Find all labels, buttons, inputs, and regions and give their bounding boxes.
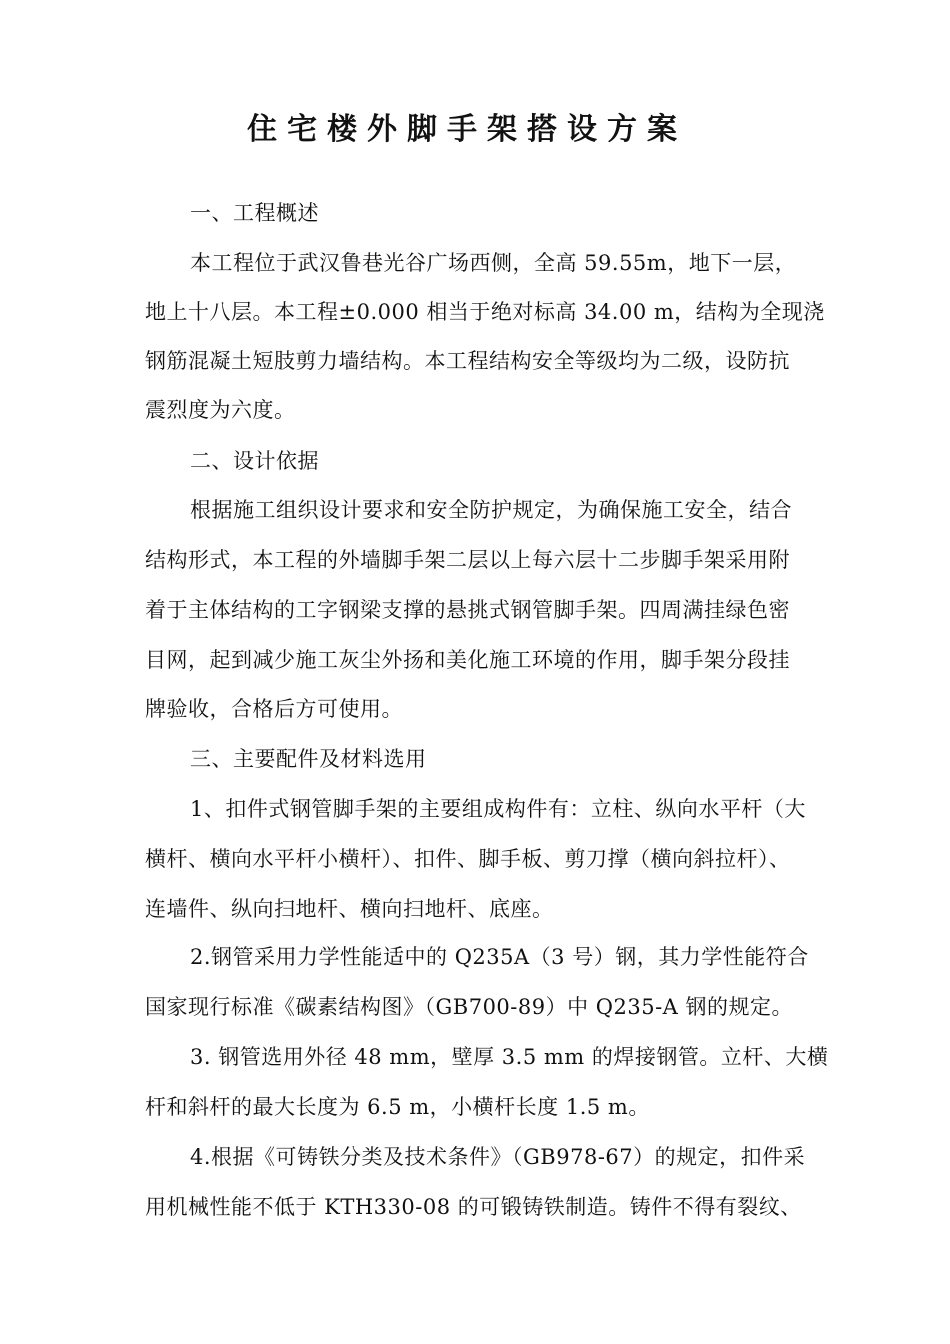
paragraph-line: 1、扣件式钢管脚手架的主要组成构件有：立柱、纵向水平杆（大 bbox=[190, 797, 806, 821]
paragraph-line: 2.钢管采用力学性能适中的 Q235A（3 号）钢，其力学性能符合 bbox=[190, 945, 809, 969]
paragraph-line: 结构形式，本工程的外墙脚手架二层以上每六层十二步脚手架采用附 bbox=[145, 548, 790, 572]
paragraph-line: 4.根据《可铸铁分类及技术条件》（GB978-67）的规定，扣件采 bbox=[190, 1145, 806, 1169]
section-heading-materials: 三、主要配件及材料选用 bbox=[190, 747, 427, 771]
section-heading-overview: 一、工程概述 bbox=[190, 201, 319, 225]
paragraph-line: 连墙件、纵向扫地杆、横向扫地杆、底座。 bbox=[145, 897, 554, 921]
paragraph-line: 震烈度为六度。 bbox=[145, 398, 296, 422]
paragraph-line: 着于主体结构的工字钢梁支撑的悬挑式钢管脚手架。四周满挂绿色密 bbox=[145, 598, 790, 622]
paragraph-line: 钢筋混凝土短肢剪力墙结构。本工程结构安全等级均为二级，设防抗 bbox=[145, 349, 790, 373]
paragraph-line: 3. 钢管选用外径 48 mm，壁厚 3.5 mm 的焊接钢管。立杆、大横 bbox=[190, 1045, 829, 1069]
section-heading-design-basis: 二、设计依据 bbox=[190, 449, 319, 473]
paragraph-line: 杆和斜杆的最大长度为 6.5 m，小横杆长度 1.5 m。 bbox=[145, 1095, 650, 1119]
document-title: 住宅楼外脚手架搭设方案 bbox=[247, 112, 687, 147]
paragraph-line: 本工程位于武汉鲁巷光谷广场西侧，全高 59.55m，地下一层， bbox=[190, 251, 797, 275]
paragraph-line: 用机械性能不低于 KTH330-08 的可锻铸铁制造。铸件不得有裂纹、 bbox=[145, 1195, 802, 1219]
paragraph-line: 根据施工组织设计要求和安全防护规定，为确保施工安全，结合 bbox=[190, 498, 792, 522]
paragraph-line: 国家现行标准《碳素结构图》（GB700-89）中 Q235-A 钢的规定。 bbox=[145, 995, 794, 1019]
paragraph-line: 目网，起到减少施工灰尘外扬和美化施工环境的作用，脚手架分段挂 bbox=[145, 648, 790, 672]
paragraph-line: 地上十八层。本工程±0.000 相当于绝对标高 34.00 m，结构为全现浇 bbox=[145, 300, 825, 324]
paragraph-line: 牌验收，合格后方可使用。 bbox=[145, 697, 403, 721]
paragraph-line: 横杆、横向水平杆小横杆）、扣件、脚手板、剪刀撑（横向斜拉杆）、 bbox=[145, 847, 791, 871]
